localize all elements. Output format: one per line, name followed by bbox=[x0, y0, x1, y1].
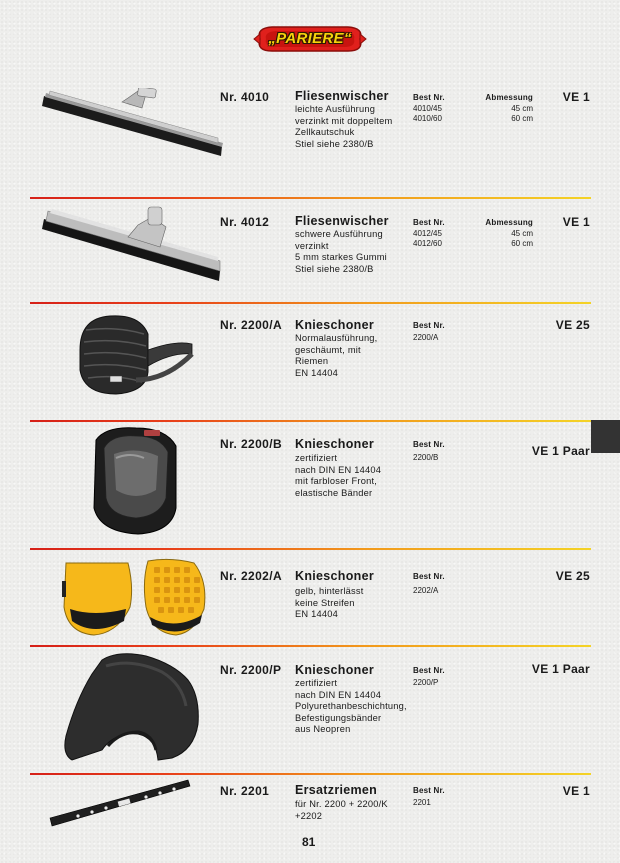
best-nr-values bbox=[413, 333, 438, 343]
description-line: Polyurethanbeschichtung, bbox=[295, 701, 407, 712]
page-edge-tab bbox=[591, 420, 620, 453]
description-line: Riemen bbox=[295, 356, 329, 367]
abmessung-values bbox=[511, 229, 533, 249]
product-description bbox=[295, 229, 387, 275]
best-nr-header: Best Nr. bbox=[413, 321, 445, 330]
knee-pad-foam-icon bbox=[76, 310, 196, 405]
best-nr-header: Best Nr. bbox=[413, 666, 445, 675]
floor-squeegee-heavy-icon bbox=[42, 205, 227, 290]
abmessung-value: 60 cm bbox=[511, 239, 533, 248]
description-line: verzinkt bbox=[295, 240, 329, 251]
product-number: Nr. 2200/P bbox=[220, 663, 282, 677]
description-line: geschäumt, mit bbox=[295, 344, 361, 355]
description-line: für Nr. 2200 + 2200/K bbox=[295, 799, 388, 809]
best-nr-value: 4010/60 bbox=[413, 114, 442, 123]
best-nr-value: 2200/B bbox=[413, 453, 439, 462]
product-number: Nr. 2201 bbox=[220, 784, 270, 798]
description-line: Normalausführung, bbox=[295, 333, 378, 343]
knee-pad-shell-icon bbox=[86, 424, 186, 541]
product-description bbox=[295, 586, 364, 621]
knee-pad-yellow-icon bbox=[58, 557, 218, 644]
best-nr-values bbox=[413, 453, 438, 463]
description-line: nach DIN EN 14404 bbox=[295, 689, 382, 700]
knee-pad-polyurethane-icon bbox=[62, 650, 202, 770]
description-line: aus Neopren bbox=[295, 724, 351, 735]
description-line: Zellkautschuk bbox=[295, 127, 355, 138]
description-line: keine Streifen bbox=[295, 597, 355, 608]
description-line: elastische Bänder bbox=[295, 487, 373, 498]
pariere-logo bbox=[252, 20, 368, 58]
description-line: mit farbloser Front, bbox=[295, 476, 378, 487]
replacement-strap-icon bbox=[48, 776, 193, 837]
description-line: leichte Ausführung bbox=[295, 104, 376, 114]
abmessung-header: Abmessung bbox=[485, 218, 533, 227]
best-nr-header: Best Nr. bbox=[413, 572, 445, 581]
product-number: Nr. 4010 bbox=[220, 90, 270, 104]
best-nr-values bbox=[413, 586, 438, 596]
section-divider bbox=[30, 197, 591, 199]
best-nr-value: 2202/A bbox=[413, 586, 439, 595]
section-divider bbox=[30, 773, 591, 775]
packaging-unit: VE 1 bbox=[562, 784, 590, 798]
abmessung-values bbox=[511, 104, 533, 124]
description-line: zertifiziert bbox=[295, 678, 338, 688]
description-line: nach DIN EN 14404 bbox=[295, 464, 382, 475]
product-number: Nr. 2200/A bbox=[220, 318, 283, 332]
section-divider bbox=[30, 302, 591, 304]
product-number: Nr. 2200/B bbox=[220, 437, 283, 451]
description-line: +2202 bbox=[295, 810, 323, 821]
product-title: Knieschoner bbox=[295, 318, 375, 332]
description-line: Stiel siehe 2380/B bbox=[295, 138, 374, 149]
best-nr-header: Best Nr. bbox=[413, 440, 445, 449]
product-description bbox=[295, 799, 388, 822]
packaging-unit: VE 25 bbox=[555, 569, 590, 583]
product-number: Nr. 2202/A bbox=[220, 569, 283, 583]
product-description bbox=[295, 453, 381, 499]
best-nr-value: 2200/A bbox=[413, 333, 439, 342]
best-nr-value: 4012/45 bbox=[413, 229, 442, 238]
description-line: Stiel siehe 2380/B bbox=[295, 263, 374, 274]
packaging-unit: VE 1 bbox=[562, 215, 590, 229]
packaging-unit: VE 25 bbox=[555, 318, 590, 332]
product-title: Fliesenwischer bbox=[295, 89, 389, 103]
section-divider bbox=[30, 420, 591, 422]
best-nr-values bbox=[413, 104, 442, 124]
product-number: Nr. 4012 bbox=[220, 215, 270, 229]
product-title: Fliesenwischer bbox=[295, 214, 389, 228]
product-title: Knieschoner bbox=[295, 437, 375, 451]
abmessung-header: Abmessung bbox=[485, 93, 533, 102]
best-nr-value: 2201 bbox=[413, 798, 431, 807]
description-line: EN 14404 bbox=[295, 367, 338, 378]
packaging-unit: VE 1 bbox=[562, 90, 590, 104]
section-divider bbox=[30, 645, 591, 647]
abmessung-value: 45 cm bbox=[511, 229, 533, 238]
abmessung-value: 45 cm bbox=[511, 104, 533, 113]
abmessung-value: 60 cm bbox=[511, 114, 533, 123]
best-nr-header: Best Nr. bbox=[413, 786, 445, 795]
product-description bbox=[295, 678, 407, 736]
logo-text: „PARIERE“ bbox=[268, 30, 352, 47]
best-nr-header: Best Nr. bbox=[413, 93, 445, 102]
product-title: Knieschoner bbox=[295, 569, 375, 583]
description-line: gelb, hinterlässt bbox=[295, 586, 364, 596]
best-nr-value: 4010/45 bbox=[413, 104, 442, 113]
best-nr-value: 4012/60 bbox=[413, 239, 442, 248]
best-nr-values bbox=[413, 798, 431, 808]
best-nr-value: 2200/P bbox=[413, 678, 439, 687]
floor-squeegee-light-icon bbox=[42, 88, 227, 165]
description-line: Befestigungsbänder bbox=[295, 712, 382, 723]
description-line: EN 14404 bbox=[295, 609, 338, 620]
product-title: Knieschoner bbox=[295, 663, 375, 677]
description-line: zertifiziert bbox=[295, 453, 338, 463]
product-description bbox=[295, 333, 377, 379]
packaging-unit: VE 1 Paar bbox=[531, 662, 590, 676]
section-divider bbox=[30, 548, 591, 550]
best-nr-header: Best Nr. bbox=[413, 218, 445, 227]
product-description bbox=[295, 104, 392, 150]
best-nr-values bbox=[413, 229, 442, 249]
page-number: 81 bbox=[302, 835, 316, 849]
packaging-unit: VE 1 Paar bbox=[531, 444, 590, 458]
description-line: schwere Ausführung bbox=[295, 229, 383, 239]
description-line: verzinkt mit doppeltem bbox=[295, 115, 393, 126]
best-nr-values bbox=[413, 678, 438, 688]
product-title: Ersatzriemen bbox=[295, 783, 378, 797]
description-line: 5 mm starkes Gummi bbox=[295, 252, 387, 263]
